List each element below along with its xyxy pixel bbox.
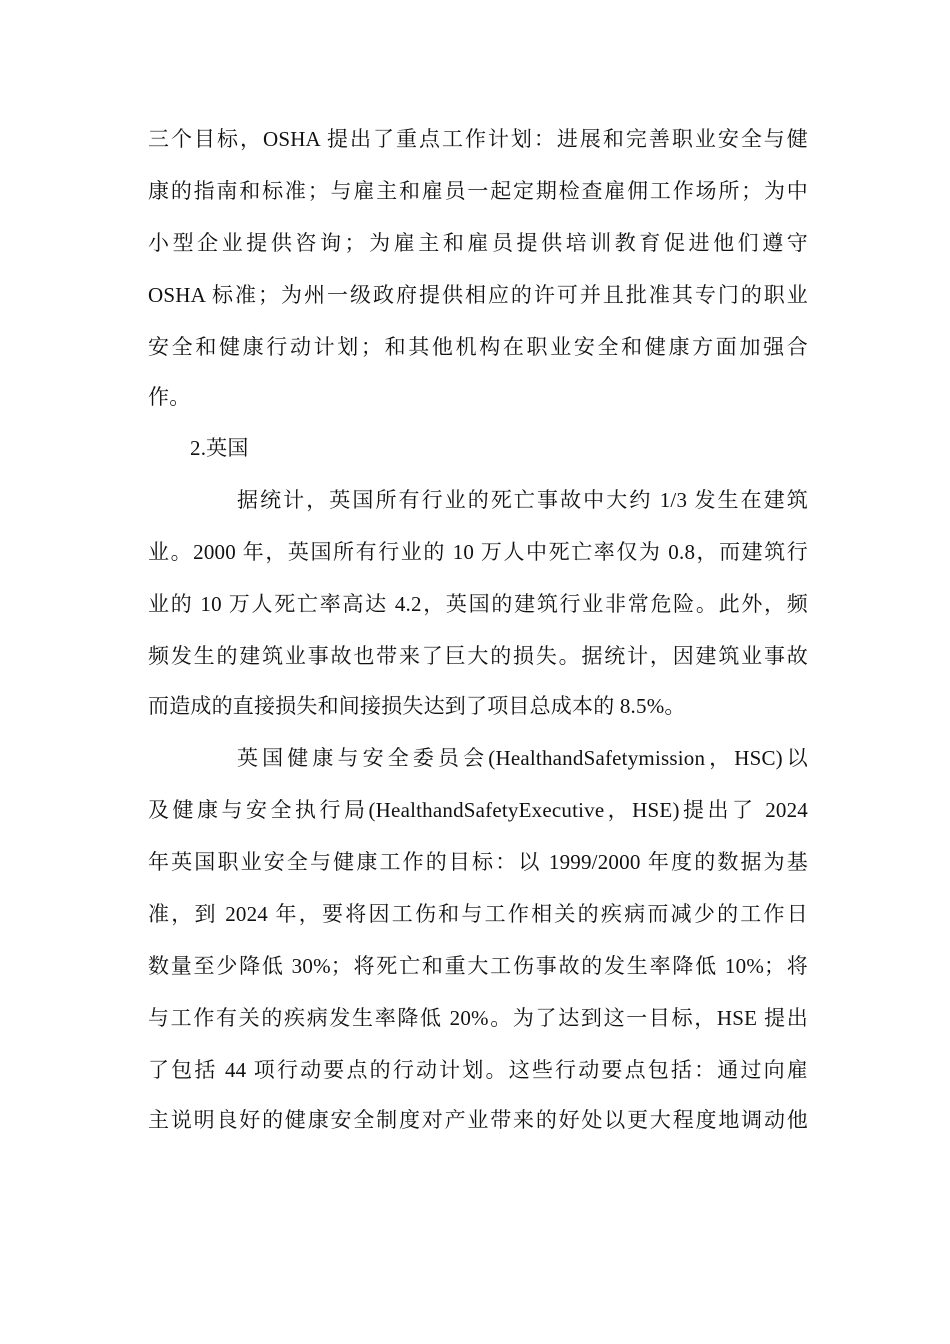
paragraph-2-line-2: 业。2000 年，英国所有行业的 10 万人中死亡率仅为 0.8，而建筑行	[148, 540, 808, 564]
section-heading: 2.英国	[190, 436, 249, 460]
paragraph-2-line-4: 频发生的建筑业事故也带来了巨大的损失。据统计，因建筑业事故	[148, 644, 808, 668]
paragraph-2-line-5: 而造成的直接损失和间接损失达到了项目总成本的 8.5%。	[148, 694, 686, 718]
paragraph-3-line-7: 了包括 44 项行动要点的行动计划。这些行动要点包括：通过向雇	[148, 1058, 808, 1082]
paragraph-3-line-5: 数量至少降低 30%；将死亡和重大工伤事故的发生率降低 10%；将	[148, 954, 808, 978]
paragraph-1-line-1: 三个目标，OSHA 提出了重点工作计划：进展和完善职业安全与健	[148, 127, 808, 151]
paragraph-3-line-2: 及健康与安全执行局(HealthandSafetyExecutive，HSE)提出了 2024	[148, 798, 808, 822]
paragraph-1-line-6: 作。	[148, 385, 191, 409]
paragraph-3-line-1: 英国健康与安全委员会(HealthandSafetymission，HSC)以	[237, 746, 808, 770]
paragraph-3-line-3: 年英国职业安全与健康工作的目标：以 1999/2000 年度的数据为基	[148, 850, 808, 874]
paragraph-3-line-8: 主说明良好的健康安全制度对产业带来的好处以更大程度地调动他	[148, 1108, 808, 1132]
paragraph-1-line-3: 小型企业提供咨询；为雇主和雇员提供培训教育促进他们遵守	[148, 231, 808, 255]
paragraph-1-line-5: 安全和健康行动计划；和其他机构在职业安全和健康方面加强合	[148, 335, 808, 359]
paragraph-2-line-1: 据统计，英国所有行业的死亡事故中大约 1/3 发生在建筑	[237, 488, 808, 512]
paragraph-1-line-4: OSHA 标准；为州一级政府提供相应的许可并且批准其专门的职业	[148, 283, 808, 307]
paragraph-3-line-6: 与工作有关的疾病发生率降低 20%。为了达到这一目标，HSE 提出	[148, 1006, 808, 1030]
paragraph-1-line-2: 康的指南和标准；与雇主和雇员一起定期检查雇佣工作场所；为中	[148, 179, 808, 203]
paragraph-2-line-3: 业的 10 万人死亡率高达 4.2，英国的建筑行业非常危险。此外，频	[148, 592, 808, 616]
paragraph-3-line-4: 准，到 2024 年，要将因工伤和与工作相关的疾病而减少的工作日	[148, 902, 808, 926]
